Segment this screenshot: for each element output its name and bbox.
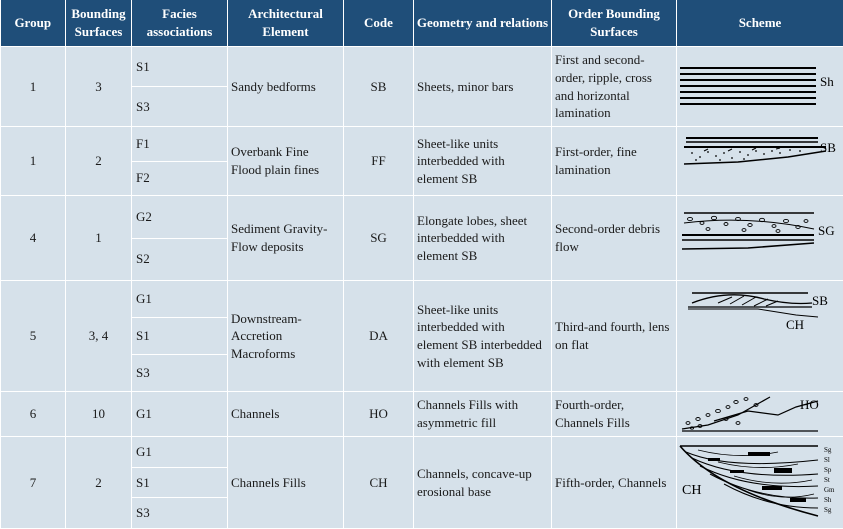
scheme-cell (677, 392, 843, 437)
facies-item: S1 (132, 317, 227, 354)
table-row (1, 47, 843, 127)
facies-item: S1 (132, 467, 227, 498)
table-row (1, 281, 843, 392)
scheme-cell (677, 196, 843, 281)
facies-item: G1 (132, 281, 227, 317)
header-scheme: Scheme (677, 0, 843, 47)
surfaces-cell: 2 (66, 437, 132, 529)
code-cell: SG (344, 196, 414, 281)
scheme-label: Sh (820, 74, 834, 89)
facies-item: G1 (132, 392, 227, 436)
scheme-sandy-bedforms (678, 52, 843, 122)
facies-cell (132, 437, 228, 529)
group-cell: 7 (1, 437, 66, 529)
scheme-label-ch: CH (786, 317, 804, 332)
element-cell: Channels (228, 392, 344, 437)
header-row (1, 0, 843, 47)
order-cell: Third-and fourth, lens on flat (552, 281, 677, 392)
table-row (1, 196, 843, 281)
code-cell: DA (344, 281, 414, 392)
element-cell: Sandy bedforms (228, 47, 344, 127)
header-order-bounding-surfaces: Order Bounding Surfaces (552, 0, 677, 47)
scheme-side-label: Sp (824, 466, 832, 474)
geometry-cell: Sheet-like units interbedded with element SB (414, 127, 552, 196)
scheme-side-label: Sl (824, 456, 830, 464)
order-cell: Fifth-order, Channels (552, 437, 677, 529)
order-cell: Second-order debris flow (552, 196, 677, 281)
scheme-cell (677, 47, 843, 127)
code-cell: HO (344, 392, 414, 437)
table-row (1, 392, 843, 437)
geometry-cell: Sheet-like units interbedded with element SB interbedded with element SB (414, 281, 552, 392)
group-cell: 6 (1, 392, 66, 437)
group-cell: 4 (1, 196, 66, 281)
group-cell: 1 (1, 47, 66, 127)
scheme-channels (678, 393, 843, 435)
facies-item: G1 (132, 437, 227, 467)
order-cell: First and second-order, ripple, cross and horizontal lamination (552, 47, 677, 127)
scheme-cell (677, 127, 843, 196)
facies-cell (132, 196, 228, 281)
scheme-side-label: St (824, 476, 830, 484)
facies-item: S3 (132, 497, 227, 528)
header-code: Code (344, 0, 414, 47)
table-row (1, 127, 843, 196)
scheme-label: CH (682, 483, 701, 498)
facies-cell (132, 47, 228, 127)
facies-item: S3 (132, 86, 227, 126)
element-cell: Overbank Fine Flood plain fines (228, 127, 344, 196)
scheme-label: HO (800, 397, 819, 412)
element-cell: Downstream-Accretion Macroforms (228, 281, 344, 392)
surfaces-cell: 3, 4 (66, 281, 132, 392)
code-cell: CH (344, 437, 414, 529)
element-cell: Sediment Gravity-Flow deposits (228, 196, 344, 281)
geometry-cell: Elongate lobes, sheet interbedded with element SB (414, 196, 552, 281)
scheme-gravity-flow (678, 201, 843, 275)
header-bounding-surfaces: Bounding Surfaces (66, 0, 132, 47)
scheme-overbank-fines (678, 130, 843, 192)
facies-item: S1 (132, 47, 227, 86)
header-facies-associations: Facies associations (132, 0, 228, 47)
group-cell: 1 (1, 127, 66, 196)
header-architectural-element: Architectural Element (228, 0, 344, 47)
facies-item: S2 (132, 238, 227, 281)
facies-cell (132, 281, 228, 392)
surfaces-cell: 1 (66, 196, 132, 281)
header-group: Group (1, 0, 66, 47)
scheme-label: SB (820, 140, 836, 155)
element-cell: Channels Fills (228, 437, 344, 529)
scheme-cell (677, 281, 843, 392)
scheme-cell (677, 437, 843, 529)
scheme-label: SG (818, 223, 835, 238)
surfaces-cell: 3 (66, 47, 132, 127)
scheme-side-label: Gm (824, 486, 835, 494)
geometry-cell: Channels, concave-up erosional base (414, 437, 552, 529)
header-geometry: Geometry and relations (414, 0, 552, 47)
scheme-side-label: Sh (824, 496, 832, 504)
facies-item: G2 (132, 196, 227, 238)
order-cell: Fourth-order, Channels Fills (552, 392, 677, 437)
facies-item: F2 (132, 161, 227, 196)
geometry-cell: Channels Fills with asymmetric fill (414, 392, 552, 437)
facies-item: S3 (132, 354, 227, 391)
order-cell: First-order, fine lamination (552, 127, 677, 196)
facies-item: F1 (132, 127, 227, 161)
code-cell: SB (344, 47, 414, 127)
code-cell: FF (344, 127, 414, 196)
scheme-label-sb: SB (812, 293, 828, 308)
surfaces-cell: 10 (66, 392, 132, 437)
scheme-downstream-accretion (678, 281, 843, 341)
facies-cell (132, 127, 228, 196)
scheme-side-label: Sg (824, 506, 832, 514)
group-cell: 5 (1, 281, 66, 392)
scheme-channel-fills (678, 440, 843, 526)
scheme-side-label: Sg (824, 446, 832, 454)
table-row (1, 437, 843, 529)
facies-cell (132, 392, 228, 437)
surfaces-cell: 2 (66, 127, 132, 196)
geometry-cell: Sheets, minor bars (414, 47, 552, 127)
